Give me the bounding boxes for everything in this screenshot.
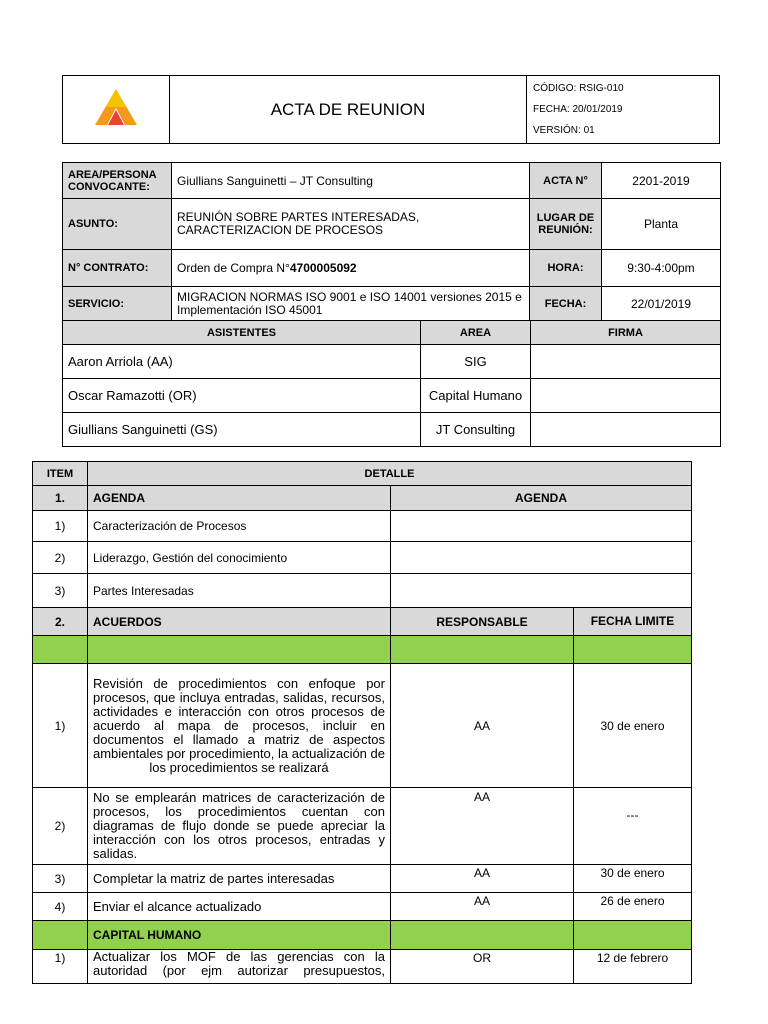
attendee-name: Giullians Sanguinetti (GS) (63, 413, 421, 447)
agenda-label-secondary: AGENDA (391, 486, 692, 511)
meeting-info-table (62, 162, 721, 321)
attendee-area: Capital Humano (421, 379, 531, 413)
company-logo (63, 76, 170, 144)
acuerdo-fecha: 30 de enero (574, 865, 692, 893)
logo-icon (93, 87, 139, 127)
asunto-value: REUNIÓN SOBRE PARTES INTERESADAS, CARACTERIZACION DE PROCESOS (172, 199, 530, 250)
capital-humano-label: CAPITAL HUMANO (88, 921, 391, 950)
item-header: ITEM (33, 462, 88, 486)
acuerdo-number: 2) (33, 788, 88, 865)
asistentes-header: ASISTENTES (63, 321, 421, 345)
agenda-label: AGENDA (88, 486, 391, 511)
asunto-label: ASUNTO: (63, 199, 172, 250)
acuerdo-number: 3) (33, 865, 88, 893)
agenda-item-text: Liderazgo, Gestión del conocimiento (88, 542, 391, 574)
document-header (62, 75, 720, 144)
contrato-label: N° CONTRATO: (63, 250, 172, 287)
fecha-limite-header: FECHA LIMITE (574, 608, 692, 636)
agenda-row (33, 511, 692, 542)
firma-header: FIRMA (531, 321, 721, 345)
agenda-number: 1. (33, 486, 88, 511)
acuerdo-row (33, 664, 692, 788)
acuerdo-row (33, 788, 692, 865)
acuerdo-fecha: --- (574, 788, 692, 865)
capital-item-text: Actualizar los MOF de las gerencias con la autoridad (por ejm autorizar presupuestos, (88, 950, 391, 984)
acuerdo-fecha: 26 de enero (574, 893, 692, 921)
acuerdo-text: No se emplearán matrices de caracterización de procesos, los procedimientos cuentan con diagramas de flujo donde se puede apreciar la interacción con los otros procesos, entradas y salidas. (88, 788, 391, 865)
document-title: ACTA DE REUNION (170, 76, 527, 144)
acuerdo-responsable: AA (391, 788, 574, 865)
attendee-row (63, 413, 721, 447)
fecha-label: FECHA: (530, 287, 602, 321)
contrato-prefix: Orden de Compra N° (177, 261, 290, 275)
document-version: VERSIÓN: 01 (533, 125, 595, 136)
acuerdo-responsable: AA (391, 664, 574, 788)
servicio-label: SERVICIO: (63, 287, 172, 321)
attendee-signature (531, 379, 721, 413)
attendee-row (63, 345, 721, 379)
detail-table (32, 461, 692, 984)
acuerdo-text: Enviar el alcance actualizado (88, 893, 391, 921)
lugar-value: Planta (602, 199, 721, 250)
acuerdo-responsable: AA (391, 865, 574, 893)
agenda-item-extra (391, 574, 692, 608)
acuerdo-number: 4) (33, 893, 88, 921)
agenda-item-number: 3) (33, 574, 88, 608)
acuerdos-number: 2. (33, 608, 88, 636)
detalle-header: DETALLE (88, 462, 692, 486)
attendee-signature (531, 413, 721, 447)
capital-item-responsable: OR (391, 950, 574, 984)
contrato-number: 4700005092 (289, 261, 357, 275)
acta-value: 2201-2019 (602, 163, 721, 199)
attendee-area: SIG (421, 345, 531, 379)
acuerdos-label: ACUERDOS (88, 608, 391, 636)
agenda-item-extra (391, 542, 692, 574)
capital-humano-row (33, 950, 692, 984)
fecha-value: 22/01/2019 (602, 287, 721, 321)
acta-label: ACTA N° (530, 163, 602, 199)
document-code: CÓDIGO: RSIG-010 (533, 83, 624, 94)
acuerdo-fecha: 30 de enero (574, 664, 692, 788)
area-header: AREA (421, 321, 531, 345)
convocante-value: Giullians Sanguinetti – JT Consulting (172, 163, 530, 199)
capital-humano-blank (33, 921, 88, 950)
attendee-row (63, 379, 721, 413)
attendees-table (62, 320, 721, 447)
green-separator-row (33, 636, 692, 664)
acuerdo-text: Revisión de procedimientos con enfoque por procesos, que incluya entradas, salidas, recursos, actividades e interacción con otros procesos de acuerdo al mapa de procesos, incluir en documentos el llamado a matriz de aspectos ambientales por procedimiento, la actualización de los procedimientos se realizará (88, 664, 391, 788)
responsable-header: RESPONSABLE (391, 608, 574, 636)
agenda-item-text: Caracterización de Procesos (88, 511, 391, 542)
agenda-item-number: 1) (33, 511, 88, 542)
convocante-label: AREA/PERSONA CONVOCANTE: (63, 163, 172, 199)
capital-item-number: 1) (33, 950, 88, 984)
acuerdo-row (33, 865, 692, 893)
document-meta (527, 76, 720, 144)
acuerdo-responsable: AA (391, 893, 574, 921)
agenda-row (33, 542, 692, 574)
hora-value: 9:30-4:00pm (602, 250, 721, 287)
acuerdo-text: Completar la matriz de partes interesadas (88, 865, 391, 893)
agenda-item-number: 2) (33, 542, 88, 574)
acuerdo-row (33, 893, 692, 921)
acuerdo-number: 1) (33, 664, 88, 788)
hora-label: HORA: (530, 250, 602, 287)
agenda-item-extra (391, 511, 692, 542)
agenda-item-text: Partes Interesadas (88, 574, 391, 608)
servicio-value: MIGRACION NORMAS ISO 9001 e ISO 14001 versiones 2015 e Implementación ISO 45001 (172, 287, 530, 321)
attendee-area: JT Consulting (421, 413, 531, 447)
agenda-row (33, 574, 692, 608)
capital-item-fecha: 12 de febrero (574, 950, 692, 984)
attendee-name: Aaron Arriola (AA) (63, 345, 421, 379)
attendee-name: Oscar Ramazotti (OR) (63, 379, 421, 413)
document-date: FECHA: 20/01/2019 (533, 104, 623, 115)
attendee-signature (531, 345, 721, 379)
lugar-label: LUGAR DE REUNIÓN: (530, 199, 602, 250)
contrato-value (172, 250, 530, 287)
